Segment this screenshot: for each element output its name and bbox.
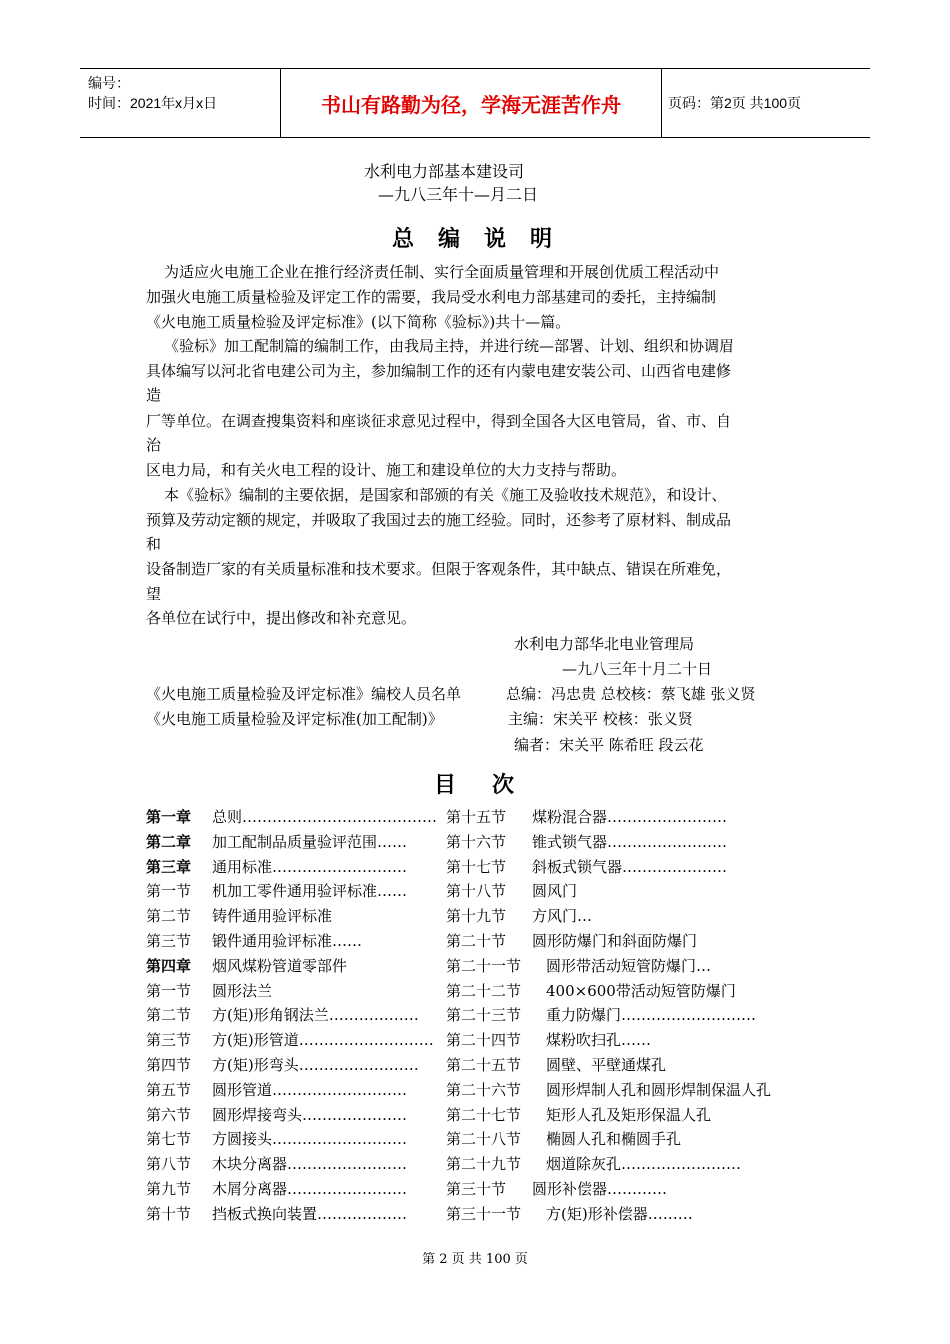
toc-section-label: 第二十一节 [446,956,522,975]
toc-right-title: 锥式锁气器…………………… [532,832,728,851]
toc-chapter-label: 第三节 [146,1031,192,1050]
toc-chapter-label: 第四节 [146,1056,192,1074]
toc-chapter-label: 第三节 [146,932,192,950]
header-motto: 书山有路勤为径，学海无涯苦作舟 [280,69,662,137]
toc-chapter-label: 第一章 [146,808,192,826]
toc-right-title: 烟道除灰孔…………………… [546,1155,742,1174]
intro-line: 具体编写以河北省电建公司为主，参加编制工作的还有内蒙电建安装公司、山西省电建修 [146,362,732,380]
sign-date: —九八三年十月二十日 [562,660,713,678]
toc-left-title: 方(矩)形弯头…………………… [212,1056,419,1074]
toc-left-title: 方圆接头……………………… [212,1130,408,1149]
toc-chapter-label: 第七节 [146,1130,192,1149]
sign-date-top: —九八三年十—月二日 [378,185,539,204]
intro-title: 总编说明 [392,227,577,252]
toc-chapter-label: 第六节 [146,1105,192,1124]
toc-left-title: 方(矩)形角钢法兰……………… [212,1006,419,1025]
intro-line: 本《验标》编制的主要依据，是国家和部颁的有关《施工及验收技术规范》，和设计、 [164,486,727,504]
sign-org-top: 水利电力部基本建设司 [364,162,525,181]
toc-right-title: 矩形人孔及矩形保温人孔 [546,1105,712,1124]
intro-line: 设备制造厂家的有关质量标准和技术要求。但限于客观条件，其中缺点、错误在所难免， [146,560,732,578]
toc-right-title: 煤粉吹扫孔…… [546,1031,652,1050]
toc-left-title: 铸件通用验评标准 [212,907,333,926]
toc-right-title: 圆形防爆门和斜面防爆门 [532,932,698,950]
staff-editors-1: 总编：冯忠贵 总校核：蔡飞雄 张义贤 [506,685,756,703]
toc-right-title: 重力防爆门……………………… [546,1006,757,1025]
toc-section-label: 第二十三节 [446,1006,522,1025]
toc-chapter-label: 第十节 [146,1204,192,1223]
toc-section-label: 第二十九节 [446,1155,522,1174]
time-label: 时间：2021年x月x日 [88,95,218,111]
staff-editors-3: 编者：宋关平 陈希旺 段云花 [514,736,704,754]
toc-left-title: 方(矩)形管道……………………… [212,1031,434,1050]
header-page-info: 页码：第2页 共100页 [668,95,802,111]
toc-section-label: 第十八节 [446,882,507,901]
toc-section-label: 第十六节 [446,832,507,851]
toc-chapter-label: 第五节 [146,1080,192,1099]
sign-org: 水利电力部华北电业管理局 [514,635,695,653]
toc-right-title: 圆形带活动短管防爆门… [546,956,712,975]
page-footer: 第 2 页 共 100 页 [422,1252,528,1267]
intro-line: 各单位在试行中，提出修改和补充意见。 [146,609,417,627]
toc-left-title: 圆形管道……………………… [212,1080,408,1099]
toc-right-title: 斜板式锁气器………………… [532,857,728,876]
staff-title-2: 《火电施工质量检验及评定标准(加工配制)》 [146,710,443,728]
toc-chapter-label: 第一节 [146,981,192,1000]
intro-line: 《火电施工质量检验及评定标准》(以下简称《验标》)共十—篇。 [146,313,571,331]
toc-right-title: 煤粉混合器…………………… [532,808,728,826]
intro-line: 造 [146,386,162,404]
toc-right-title: 圆形补偿器………… [532,1180,668,1198]
toc-right-title: 方(矩)形补偿器……… [546,1204,693,1223]
intro-line: 望 [146,585,162,603]
toc-section-label: 第二十六节 [446,1080,522,1099]
toc-left-title: 木屑分离器…………………… [212,1180,408,1198]
toc-section-label: 第二十二节 [446,981,522,1000]
page-header [80,68,870,138]
intro-line: 为适应火电施工企业在推行经济责任制、实行全面质量管理和开展创优质工程活动中 [164,263,720,281]
toc-chapter-label: 第二章 [146,832,192,851]
toc-section-label: 第二十五节 [446,1056,522,1074]
toc-title: 目次 [434,773,551,798]
toc-left-title: 圆形法兰 [212,981,273,1000]
intro-line: 《验标》加工配制篇的编制工作，由我局主持，并进行统—部署、计划、组织和协调眉 [164,337,735,355]
toc-section-label: 第二十八节 [446,1130,522,1149]
toc-left-title: 总则………………………………… [212,808,438,826]
toc-section-label: 第二十节 [446,932,507,950]
staff-title-1: 《火电施工质量检验及评定标准》编校人员名单 [146,685,462,703]
toc-right-title: 方风门… [532,907,593,926]
toc-chapter-label: 第二节 [146,1006,192,1025]
toc-section-label: 第三十一节 [446,1204,522,1223]
toc-chapter-label: 第九节 [146,1180,192,1198]
toc-chapter-label: 第三章 [146,857,192,876]
toc-left-title: 机加工零件通用验评标准…… [212,882,408,901]
intro-line: 预算及劳动定额的规定，并吸取了我国过去的施工经验。同时，还参考了原材料、制成品 [146,511,732,529]
toc-left-title: 通用标准……………………… [212,857,408,876]
toc-section-label: 第十七节 [446,857,507,876]
toc-left-title: 挡板式换向装置……………… [212,1204,408,1223]
staff-editors-2: 主编：宋关平 校核：张义贤 [508,710,693,728]
toc-right-title: 圆风门 [532,882,578,901]
toc-chapter-label: 第八节 [146,1155,192,1174]
intro-line: 区电力局，和有关火电工程的设计、施工和建设单位的大力支持与帮助。 [146,461,627,479]
toc-left-title: 圆形焊接弯头………………… [212,1105,408,1124]
toc-right-title: 椭圆人孔和椭圆手孔 [546,1130,682,1149]
header-meta [88,73,217,113]
toc-right-title: 400×600带活动短管防爆门 [546,981,736,1000]
toc-chapter-label: 第一节 [146,882,192,901]
toc-chapter-label: 第四章 [146,956,192,975]
toc-left-title: 锻件通用验评标准…… [212,932,363,950]
toc-chapter-label: 第二节 [146,907,192,926]
toc-left-title: 加工配制品质量验评范围…… [212,832,408,851]
toc-left-title: 烟风煤粉管道零部件 [212,956,348,975]
toc-section-label: 第十五节 [446,808,507,826]
intro-line: 加强火电施工质量检验及评定工作的需要，我局受水利电力部基建司的委托，主持编制 [146,288,717,306]
toc-right-title: 圆形焊制人孔和圆形焊制保温人孔 [546,1080,772,1099]
intro-line: 治 [146,436,162,454]
toc-section-label: 第二十七节 [446,1105,522,1124]
toc-section-label: 第十九节 [446,907,507,926]
toc-left-title: 木块分离器…………………… [212,1155,408,1174]
intro-line: 和 [146,535,162,553]
toc-section-label: 第二十四节 [446,1031,522,1050]
number-label: 编号： [88,75,130,91]
intro-line: 厂等单位。在调查搜集资料和座谈征求意见过程中，得到全国各大区电管局，省、市、自 [146,412,732,430]
toc-right-title: 圆壁、平壁通煤孔 [546,1056,667,1074]
toc-section-label: 第三十节 [446,1180,507,1198]
